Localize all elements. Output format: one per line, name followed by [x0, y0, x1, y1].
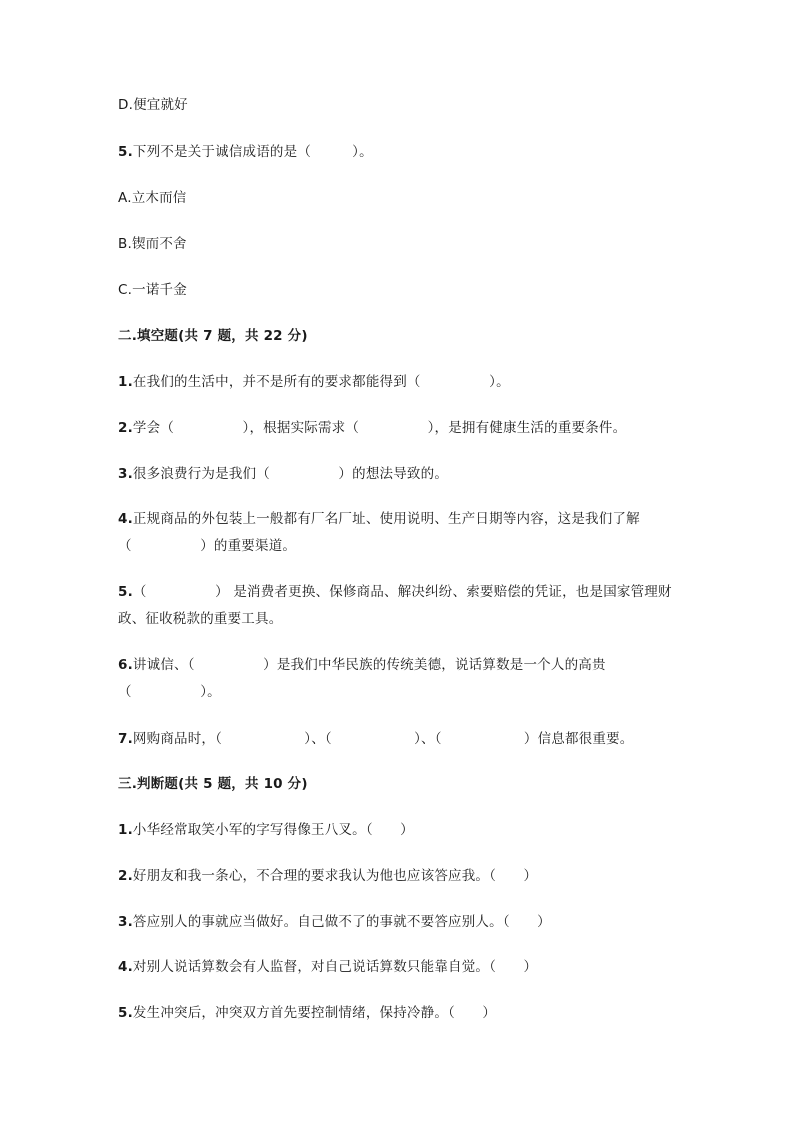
question-number: 4. — [118, 959, 133, 975]
question-number: 4. — [118, 511, 133, 527]
option-c: C.一诺千金 — [118, 282, 187, 298]
fill-question-7 — [118, 730, 633, 748]
judge-question-4 — [118, 958, 537, 976]
judge-question-1 — [118, 821, 414, 839]
question-number: 3. — [118, 914, 133, 930]
question-text: 下列不是关于诚信成语的是（ ）。 — [132, 144, 373, 160]
question-number: 7. — [118, 731, 133, 747]
option-b: B.锲而不舍 — [118, 236, 187, 252]
question-text: 正规商品的外包装上一般都有厂名厂址、使用说明、生产日期等内容，这是我们了解 — [132, 511, 640, 527]
question-text: 学会（ ），根据实际需求（ ），是拥有健康生活的重要条件。 — [132, 420, 627, 436]
question-number: 3. — [118, 466, 133, 482]
question-text: 好朋友和我一条心，不合理的要求我认为他也应该答应我。（ ） — [132, 868, 538, 884]
fill-question-3 — [118, 465, 448, 483]
fill-question-2 — [118, 419, 626, 437]
judge-question-3 — [118, 913, 551, 931]
question-text: 答应别人的事就应当做好。自己做不了的事就不要答应别人。（ ） — [132, 914, 551, 930]
judge-question-5 — [118, 1004, 496, 1022]
question-number: 5. — [118, 1005, 133, 1021]
question-number: 6. — [118, 657, 133, 673]
option-a: A.立木而信 — [118, 190, 187, 206]
question-5 — [118, 143, 373, 161]
judge-question-2 — [118, 867, 537, 885]
question-text: 讲诚信、（ ）是我们中华民族的传统美德，说话算数是一个人的高贵 — [132, 657, 606, 673]
fill-question-5 — [118, 583, 672, 601]
option-d-prev: D.便宜就好 — [118, 97, 188, 113]
question-number: 2. — [118, 420, 133, 436]
question-text: 在我们的生活中，并不是所有的要求都能得到（ ）。 — [132, 374, 510, 390]
section-heading-fill-blank: 二.填空题(共 7 题，共 22 分) — [118, 328, 308, 344]
question-number: 1. — [118, 822, 133, 838]
question-number: 5. — [118, 144, 133, 160]
question-text: 网购商品时，（ ）、（ ）、（ ）信息都很重要。 — [132, 731, 634, 747]
fill-question-6-continued: （ ）。 — [118, 684, 221, 700]
fill-question-4 — [118, 510, 640, 528]
question-text: 对别人说话算数会有人监督，对自己说话算数只能靠自觉。（ ） — [132, 959, 538, 975]
fill-question-5-continued: 政、征收税款的重要工具。 — [118, 611, 283, 627]
question-text: （ ） 是消费者更换、保修商品、解决纠纷、索要赔偿的凭证，也是国家管理财 — [132, 584, 672, 600]
section-heading-true-false: 三.判断题(共 5 题，共 10 分) — [118, 776, 308, 792]
fill-question-6 — [118, 656, 606, 674]
question-text: 很多浪费行为是我们（ ）的想法导致的。 — [132, 466, 449, 482]
question-number: 2. — [118, 868, 133, 884]
question-number: 5. — [118, 584, 133, 600]
fill-question-4-continued: （ ）的重要渠道。 — [118, 538, 297, 554]
question-number: 1. — [118, 374, 133, 390]
question-text: 小华经常取笑小军的字写得像王八叉。（ ） — [132, 822, 414, 838]
question-text: 发生冲突后，冲突双方首先要控制情绪，保持冷静。（ ） — [132, 1005, 497, 1021]
fill-question-1 — [118, 373, 510, 391]
